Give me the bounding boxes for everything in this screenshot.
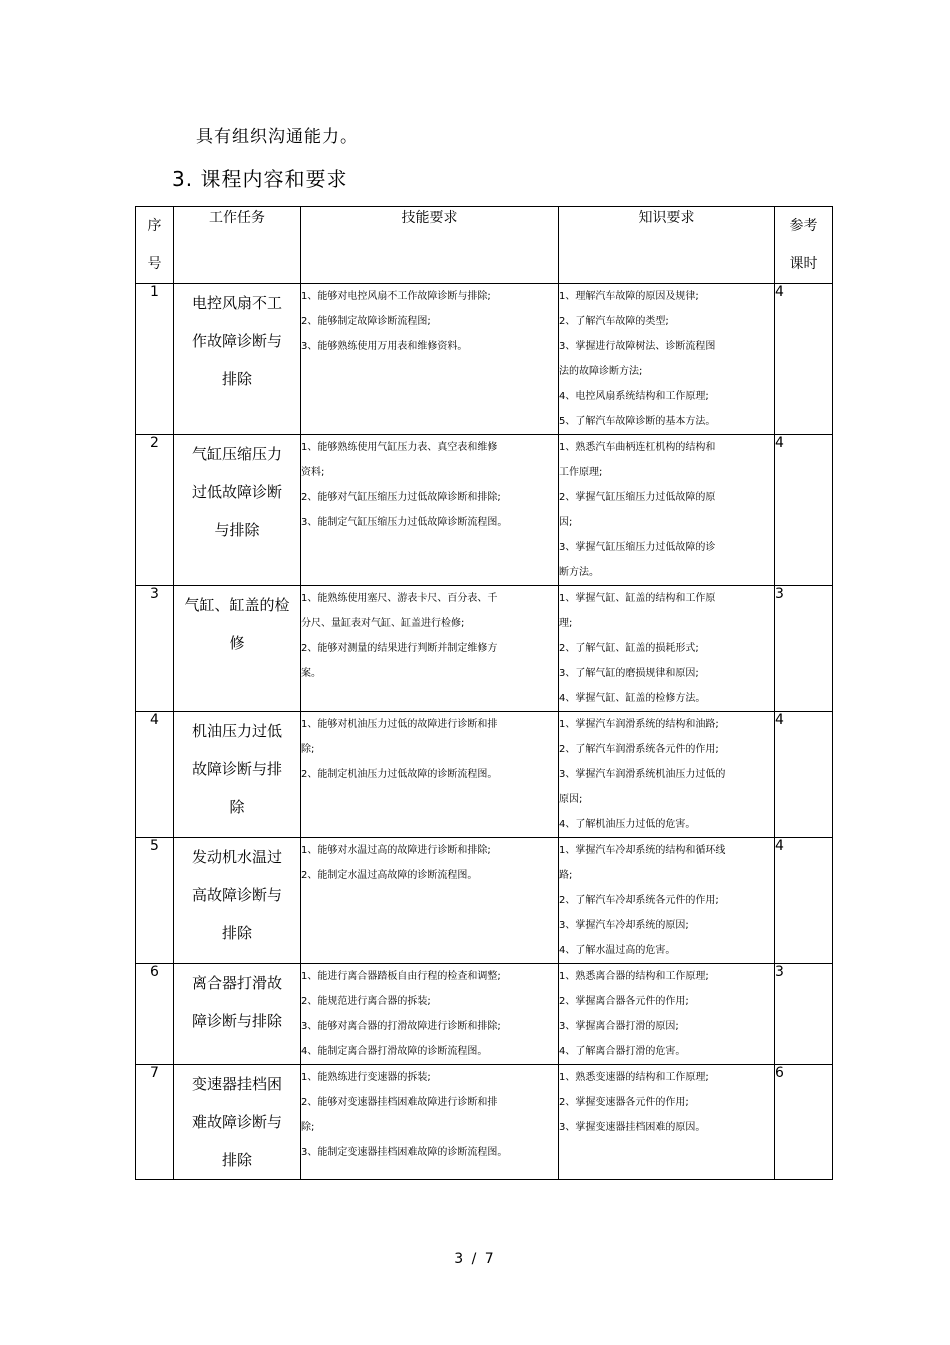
task-line: 机油压力过低 (191, 722, 282, 740)
skill-line: 1、能进行离合器踏板自由行程的检查和调整; (301, 971, 501, 982)
task-line: 电控风扇不工 (191, 294, 282, 312)
skill-line: 3、能制定气缸压缩压力过低故障诊断流程图。 (301, 517, 508, 528)
row-skill-requirements (301, 964, 559, 1065)
skill-line: 3、能制定变速器挂档困难故障的诊断流程图。 (301, 1147, 508, 1158)
task-line: 离合器打滑故 (191, 974, 282, 992)
knowledge-line: 1、熟悉汽车曲柄连杠机构的结构和 (559, 442, 716, 453)
table-header-row (136, 207, 833, 284)
header-hours (775, 207, 833, 284)
knowledge-line: 1、熟悉变速器的结构和工作原理; (559, 1072, 709, 1083)
table-row (136, 964, 833, 1065)
knowledge-line: 3、掌握汽车润滑系统机油压力过低的 (559, 769, 726, 780)
table-row (136, 1065, 833, 1180)
header-number-line2: 号 (147, 256, 162, 272)
row-task (174, 1065, 301, 1180)
skill-line: 1、能够对水温过高的故障进行诊断和排除; (301, 845, 491, 856)
row-task (174, 712, 301, 838)
knowledge-line: 1、掌握汽车润滑系统的结构和油路; (559, 719, 719, 730)
table-body (136, 284, 833, 1180)
row-hours: 4 (775, 435, 833, 586)
row-hours: 3 (775, 964, 833, 1065)
task-line: 高故障诊断与 (191, 886, 282, 904)
row-skill-requirements (301, 1065, 559, 1180)
row-task (174, 435, 301, 586)
row-skill-requirements (301, 838, 559, 964)
row-skill-requirements (301, 712, 559, 838)
row-skill-requirements (301, 435, 559, 586)
task-line: 除 (229, 798, 245, 816)
knowledge-line: 2、了解汽车冷却系统各元件的作用; (559, 895, 719, 906)
header-task: 工作任务 (174, 207, 301, 284)
task-line: 发动机水温过 (191, 848, 282, 866)
row-number: 3 (136, 586, 174, 712)
skill-line: 2、能制定机油压力过低故障的诊断流程图。 (301, 769, 498, 780)
skill-line: 资料; (301, 467, 325, 478)
row-number: 1 (136, 284, 174, 435)
skill-line: 除; (301, 1122, 315, 1133)
skill-line: 1、能熟练进行变速器的拆装; (301, 1072, 431, 1083)
row-hours: 4 (775, 284, 833, 435)
knowledge-line: 1、熟悉离合器的结构和工作原理; (559, 971, 709, 982)
skill-line: 4、能制定离合器打滑故障的诊断流程图。 (301, 1046, 488, 1057)
row-hours: 6 (775, 1065, 833, 1180)
task-line: 障诊断与排除 (191, 1012, 282, 1030)
table-row (136, 712, 833, 838)
skill-line: 1、能熟练使用塞尺、游表卡尺、百分表、千 (301, 593, 498, 604)
page-number: 3 / 7 (454, 1251, 496, 1267)
knowledge-line: 4、了解离合器打滑的危害。 (559, 1046, 686, 1057)
knowledge-line: 1、掌握气缸、缸盖的结构和工作原 (559, 593, 716, 604)
knowledge-line: 2、了解气缸、缸盖的损耗形式; (559, 643, 699, 654)
row-knowledge-requirements (559, 435, 775, 586)
table-row (136, 586, 833, 712)
row-knowledge-requirements (559, 712, 775, 838)
row-knowledge-requirements (559, 1065, 775, 1180)
task-line: 修 (229, 634, 245, 652)
task-line: 与排除 (214, 521, 260, 539)
row-skill-requirements (301, 284, 559, 435)
task-line: 气缸、缸盖的检 (184, 596, 290, 614)
task-line: 过低故障诊断 (191, 483, 282, 501)
course-content-table (135, 206, 833, 1180)
skill-line: 2、能够对测量的结果进行判断并制定维修方 (301, 643, 498, 654)
skill-line: 案。 (301, 668, 321, 679)
skill-line: 2、能规范进行离合器的拆装; (301, 996, 431, 1007)
section-heading: 3. 课程内容和要求 (172, 167, 348, 191)
knowledge-line: 3、掌握气缸压缩压力过低故障的诊 (559, 542, 716, 553)
header-skill: 技能要求 (301, 207, 559, 284)
knowledge-line: 3、掌握汽车冷却系统的原因; (559, 920, 689, 931)
skill-line: 1、能够对电控风扇不工作故障诊断与排除; (301, 291, 491, 302)
row-task (174, 586, 301, 712)
task-line: 排除 (221, 924, 252, 942)
row-knowledge-requirements (559, 284, 775, 435)
header-knowledge: 知识要求 (559, 207, 775, 284)
table-row (136, 435, 833, 586)
skill-line: 2、能够制定故障诊断流程图; (301, 316, 431, 327)
row-number: 6 (136, 964, 174, 1065)
row-task (174, 964, 301, 1065)
task-line: 变速器挂档困 (191, 1075, 282, 1093)
task-line: 气缸压缩压力 (191, 445, 282, 463)
knowledge-line: 4、了解水温过高的危害。 (559, 945, 676, 956)
header-hours-line2: 课时 (789, 256, 818, 272)
row-task (174, 838, 301, 964)
task-line: 难故障诊断与 (191, 1113, 282, 1131)
header-hours-line1: 参考 (789, 218, 818, 234)
knowledge-line: 3、掌握变速器挂档困难的原因。 (559, 1122, 706, 1133)
knowledge-line: 4、电控风扇系统结构和工作原理; (559, 391, 709, 402)
knowledge-line: 3、掌握离合器打滑的原因; (559, 1021, 679, 1032)
skill-line: 3、能够对离合器的打滑故障进行诊断和排除; (301, 1021, 501, 1032)
knowledge-line: 3、掌握进行故障树法、诊断流程图 (559, 341, 716, 352)
knowledge-line: 1、掌握汽车冷却系统的结构和循环线 (559, 845, 726, 856)
knowledge-line: 2、掌握离合器各元件的作用; (559, 996, 689, 1007)
knowledge-line: 断方法。 (559, 567, 599, 578)
skill-line: 分尺、量缸表对气缸、缸盖进行检修; (301, 618, 465, 629)
intro-text: 具有组织沟通能力。 (196, 127, 358, 147)
knowledge-line: 1、理解汽车故障的原因及规律; (559, 291, 699, 302)
row-hours: 3 (775, 586, 833, 712)
knowledge-line: 2、了解汽车润滑系统各元件的作用; (559, 744, 719, 755)
row-number: 7 (136, 1065, 174, 1180)
row-knowledge-requirements (559, 838, 775, 964)
row-number: 2 (136, 435, 174, 586)
row-number: 5 (136, 838, 174, 964)
knowledge-line: 法的故障诊断方法; (559, 366, 643, 377)
skill-line: 除; (301, 744, 315, 755)
row-skill-requirements (301, 586, 559, 712)
knowledge-line: 工作原理; (559, 467, 603, 478)
knowledge-line: 4、了解机油压力过低的危害。 (559, 819, 696, 830)
skill-line: 2、能够对气缸压缩压力过低故障诊断和排除; (301, 492, 501, 503)
knowledge-line: 3、了解气缸的磨损规律和原因; (559, 668, 699, 679)
task-line: 排除 (221, 370, 252, 388)
header-number (136, 207, 174, 284)
knowledge-line: 因; (559, 517, 573, 528)
knowledge-line: 2、了解汽车故障的类型; (559, 316, 669, 327)
skill-line: 3、能够熟练使用万用表和维修资料。 (301, 341, 468, 352)
knowledge-line: 2、掌握气缸压缩压力过低故障的原 (559, 492, 716, 503)
knowledge-line: 理; (559, 618, 573, 629)
table-row (136, 284, 833, 435)
task-line: 排除 (221, 1151, 252, 1169)
row-hours: 4 (775, 838, 833, 964)
skill-line: 1、能够对机油压力过低的故障进行诊断和排 (301, 719, 498, 730)
skill-line: 2、能够对变速器挂档困难故障进行诊断和排 (301, 1097, 498, 1108)
knowledge-line: 路; (559, 870, 573, 881)
header-number-line1: 序 (147, 218, 162, 234)
row-hours: 4 (775, 712, 833, 838)
task-line: 作故障诊断与 (191, 332, 282, 350)
knowledge-line: 原因; (559, 794, 583, 805)
knowledge-line: 2、掌握变速器各元件的作用; (559, 1097, 689, 1108)
row-task (174, 284, 301, 435)
knowledge-line: 5、了解汽车故障诊断的基本方法。 (559, 416, 716, 427)
skill-line: 2、能制定水温过高故障的诊断流程图。 (301, 870, 478, 881)
row-knowledge-requirements (559, 964, 775, 1065)
task-line: 故障诊断与排 (191, 760, 282, 778)
knowledge-line: 4、掌握气缸、缸盖的检修方法。 (559, 693, 706, 704)
row-knowledge-requirements (559, 586, 775, 712)
table-row (136, 838, 833, 964)
skill-line: 1、能够熟练使用气缸压力表、真空表和维修 (301, 442, 498, 453)
row-number: 4 (136, 712, 174, 838)
